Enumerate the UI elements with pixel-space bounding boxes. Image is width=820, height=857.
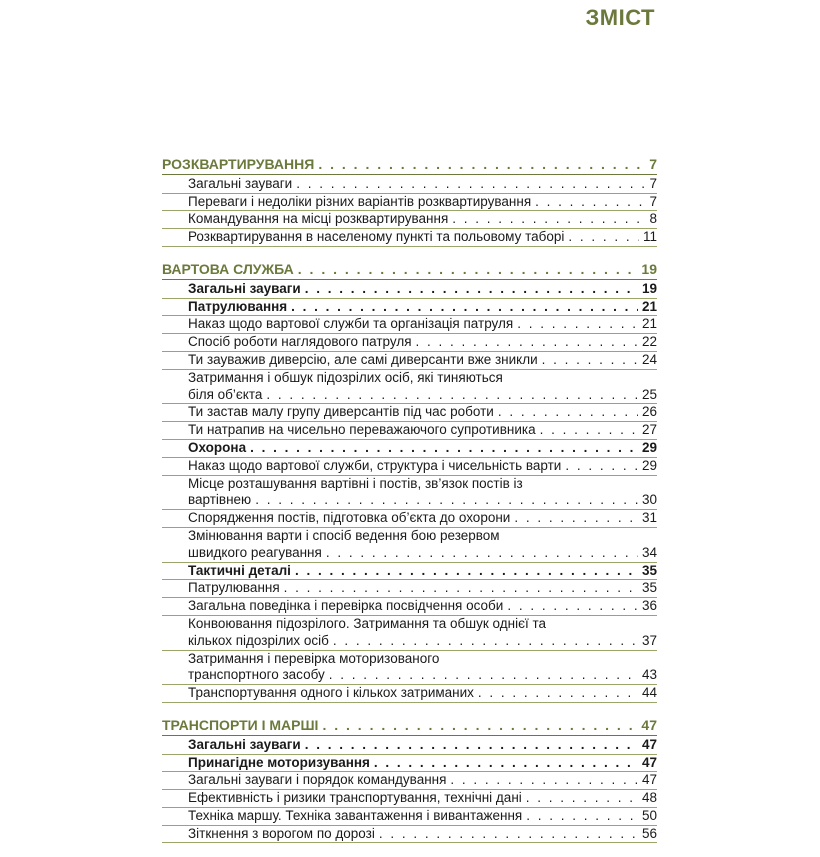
toc-entry[interactable] xyxy=(162,580,657,598)
page-number: 29 xyxy=(641,439,657,455)
toc-section-heading[interactable] xyxy=(162,261,657,280)
toc-entry[interactable] xyxy=(162,651,657,686)
section-heading-label: ТРАНСПОРТИ І МАРШІ xyxy=(162,716,319,733)
entry-last-line xyxy=(188,667,657,684)
entry-label: Зіткнення з ворогом по дорозі xyxy=(188,825,375,841)
page-number: 50 xyxy=(641,807,657,823)
page-number: 29 xyxy=(641,457,657,473)
dot-leader xyxy=(333,633,638,650)
dot-leader xyxy=(542,352,638,369)
entry-label: Ти натрапив на чисельно переважаючого супротивника xyxy=(188,422,536,438)
toc-entry[interactable] xyxy=(162,211,657,229)
toc-entry[interactable] xyxy=(162,281,657,299)
toc-entry[interactable] xyxy=(162,808,657,826)
entry-label-line1: Затримання і перевірка моторизованого xyxy=(188,650,440,666)
entry-label: Спорядження постів, підготовка об’єкта до охорони xyxy=(188,510,511,526)
page-number: 35 xyxy=(641,580,657,596)
entry-label: Загальні зауваги xyxy=(188,175,293,191)
page-number: 19 xyxy=(641,280,657,296)
entry-label: Загальні зауваги xyxy=(188,280,301,296)
entry-label: Техніка маршу. Техніка завантаження і вивантаження xyxy=(188,807,523,823)
toc-entry[interactable] xyxy=(162,440,657,458)
entry-label-line1: Конвоювання підозрілого. Затримання та обшук однієї та xyxy=(188,615,546,631)
dot-leader xyxy=(284,580,638,597)
page-number: 31 xyxy=(641,510,657,526)
entry-label: Спосіб роботи наглядового патруля xyxy=(188,334,412,350)
entry-last-line xyxy=(188,633,657,650)
toc-entry[interactable] xyxy=(162,334,657,352)
toc-section-heading[interactable] xyxy=(162,156,657,175)
page-number: 21 xyxy=(641,298,657,314)
page-number: 34 xyxy=(641,544,657,560)
page-number: 24 xyxy=(641,351,657,367)
page-title: ЗМІСТ xyxy=(585,5,655,30)
dot-leader xyxy=(478,685,638,702)
toc-entry[interactable] xyxy=(162,790,657,808)
page-number: 7 xyxy=(649,156,657,172)
page-number: 48 xyxy=(641,790,657,806)
table-of-contents xyxy=(162,156,657,857)
dot-leader xyxy=(452,211,645,228)
page-number: 26 xyxy=(641,404,657,420)
dot-leader xyxy=(326,545,638,562)
page-number: 43 xyxy=(641,667,657,683)
entry-label: Транспортування одного і кількох затриманих xyxy=(188,685,474,701)
dot-leader xyxy=(298,261,638,278)
dot-leader xyxy=(526,790,638,807)
dot-leader xyxy=(250,440,638,457)
page-number: 56 xyxy=(641,825,657,841)
page-number: 27 xyxy=(641,422,657,438)
toc-entry[interactable] xyxy=(162,176,657,194)
toc-entry[interactable] xyxy=(162,616,657,651)
entry-label: Наказ щодо вартової служби, структура і чисельність варти xyxy=(188,457,562,473)
toc-entry[interactable] xyxy=(162,476,657,511)
dot-leader xyxy=(540,422,638,439)
page-number: 8 xyxy=(649,211,657,227)
toc-entry[interactable] xyxy=(162,598,657,616)
toc-section-heading[interactable] xyxy=(162,717,657,736)
toc-entry[interactable] xyxy=(162,685,657,703)
dot-leader xyxy=(379,826,638,843)
toc-entry[interactable] xyxy=(162,458,657,476)
dot-leader xyxy=(514,510,638,527)
entry-label-line1: Змінювання варти і спосіб ведення бою резервом xyxy=(188,527,500,543)
dot-leader xyxy=(329,667,638,684)
entry-label-line2: швидкого реагування xyxy=(188,544,322,560)
toc-entry[interactable] xyxy=(162,352,657,370)
page-number: 44 xyxy=(641,685,657,701)
page-number: 19 xyxy=(641,260,657,277)
toc-section xyxy=(162,261,657,703)
entry-last-line xyxy=(188,387,657,404)
toc-entry[interactable] xyxy=(162,755,657,773)
page-number: 7 xyxy=(649,175,657,191)
toc-entry[interactable] xyxy=(162,316,657,334)
entry-label: Загальні зауваги xyxy=(188,736,301,752)
entry-last-line xyxy=(188,492,657,509)
dot-leader xyxy=(374,755,638,772)
entry-label: Загальні зауваги і порядок командування xyxy=(188,772,447,788)
dot-leader xyxy=(296,176,645,193)
dot-leader xyxy=(498,404,638,421)
entry-label: Тактичні деталі xyxy=(188,562,291,578)
entry-label: Ефективність і ризики транспортування, технічні дані xyxy=(188,790,522,806)
page-number: 47 xyxy=(641,736,657,752)
page-number: 47 xyxy=(641,772,657,788)
page-number: 37 xyxy=(641,632,657,648)
dot-leader xyxy=(450,772,638,789)
page-number: 21 xyxy=(641,316,657,332)
dot-leader xyxy=(507,598,638,615)
dot-leader xyxy=(568,229,639,246)
toc-entry[interactable] xyxy=(162,510,657,528)
entry-label: Охорона xyxy=(188,439,247,455)
toc-entry[interactable] xyxy=(162,194,657,212)
dot-leader xyxy=(295,563,638,580)
dot-leader xyxy=(305,737,638,754)
entry-label: Переваги і недоліки різних варіантів розквартирування xyxy=(188,193,532,209)
toc-entry[interactable] xyxy=(162,299,657,317)
page-number: 35 xyxy=(641,562,657,578)
entry-label: Ти зауважив диверсію, але самі диверсанти вже зникли xyxy=(188,351,538,367)
entry-label: Командування на місці розквартирування xyxy=(188,211,449,227)
entry-label-line2: транспортного засобу xyxy=(188,667,325,683)
entry-label-line2: біля об’єкта xyxy=(188,386,263,402)
page-number: 36 xyxy=(641,598,657,614)
toc-entry[interactable] xyxy=(162,563,657,581)
toc-entry[interactable] xyxy=(162,370,657,405)
toc-entry[interactable] xyxy=(162,737,657,755)
entry-last-line xyxy=(188,545,657,562)
entry-label: Патрулювання xyxy=(188,580,280,596)
dot-leader xyxy=(526,808,638,825)
entry-label-line2: вартівнею xyxy=(188,492,252,508)
dot-leader xyxy=(565,458,638,475)
dot-leader xyxy=(517,316,638,333)
dot-leader xyxy=(266,387,638,404)
entry-label-line2: кількох підозрілих осіб xyxy=(188,632,329,648)
page-number: 47 xyxy=(641,754,657,770)
page-number: 47 xyxy=(641,716,657,733)
entry-label: Наказ щодо вартової служби та організація патруля xyxy=(188,316,514,332)
dot-leader xyxy=(305,281,638,298)
page-number: 7 xyxy=(649,193,657,209)
dot-leader xyxy=(322,717,637,734)
dot-leader xyxy=(318,156,645,173)
toc-entry[interactable] xyxy=(162,422,657,440)
entry-label: Принагідне моторизування xyxy=(188,754,370,770)
section-heading-label: ВАРТОВА СЛУЖБА xyxy=(162,260,294,277)
entry-label: Патрулювання xyxy=(188,298,288,314)
dot-leader xyxy=(255,492,638,509)
entry-label-line1: Затримання і обшук підозрілих осіб, які тиняються xyxy=(188,369,503,385)
dot-leader xyxy=(535,194,645,211)
toc-entry[interactable] xyxy=(162,229,657,247)
entry-label: Ти застав малу групу диверсантів під час роботи xyxy=(188,404,494,420)
toc-section xyxy=(162,156,657,247)
entry-label: Розквартирування в населеному пункті та польовому таборі xyxy=(188,229,565,245)
page-number: 30 xyxy=(641,492,657,508)
toc-entry[interactable] xyxy=(162,528,657,563)
page-number: 25 xyxy=(641,386,657,402)
dot-leader xyxy=(416,334,638,351)
page-number: 22 xyxy=(641,334,657,350)
toc-entry[interactable] xyxy=(162,826,657,844)
page-number: 11 xyxy=(642,229,657,245)
entry-label-line1: Місце розташування вартівні і постів, зв’язок постів із xyxy=(188,475,523,491)
dot-leader xyxy=(291,299,638,316)
toc-entry[interactable] xyxy=(162,404,657,422)
section-heading-label: РОЗКВАРТИРУВАННЯ xyxy=(162,156,315,172)
entry-label: Загальна поведінка і перевірка посвідчення особи xyxy=(188,598,504,614)
toc-entry[interactable] xyxy=(162,772,657,790)
toc-section xyxy=(162,717,657,844)
